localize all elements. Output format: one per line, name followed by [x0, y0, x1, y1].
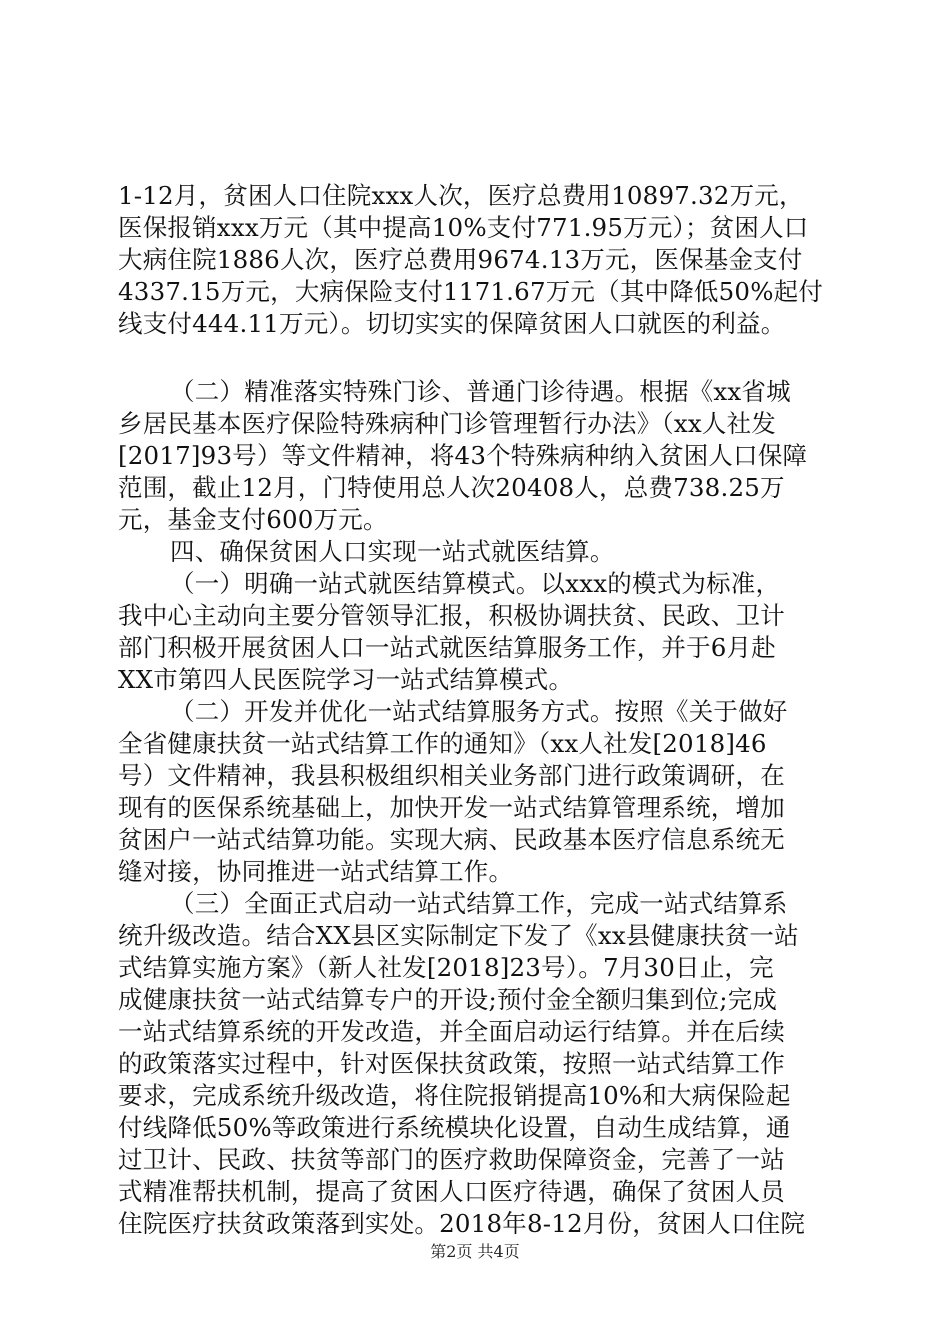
paragraph-spacer — [118, 340, 843, 376]
text-line: [2017]93号）等文件精神，将43个特殊病种纳入贫困人口保障 — [118, 441, 808, 470]
text-line: 1-12月，贫困人口住院xxx人次，医疗总费用10897.32万元， — [118, 181, 804, 210]
text-line: （二）精准落实特殊门诊、普通门诊待遇。根据《xx省城 — [170, 377, 791, 406]
page-number-footer: 第2页 共4页 — [430, 1242, 520, 1261]
text-line: 缝对接，协同推进一站式结算工作。 — [118, 857, 514, 886]
text-line: 统升级改造。结合XX县区实际制定下发了《xx县健康扶贫一站 — [118, 921, 799, 950]
text-line: （一）明确一站式就医结算模式。以xxx的模式为标准， — [170, 569, 781, 598]
text-line: 全省健康扶贫一站式结算工作的通知》（xx人社发[2018]46 — [118, 729, 767, 758]
document-body — [118, 180, 843, 1240]
text-line: 范围，截止12月，门特使用总人次20408人，总费738.25万 — [118, 473, 785, 502]
text-line: 现有的医保系统基础上，加快开发一站式结算管理系统，增加 — [118, 793, 785, 822]
text-line: 式精准帮扶机制，提高了贫困人口医疗待遇，确保了贫困人员 — [118, 1177, 785, 1206]
text-line: 住院医疗扶贫政策落到实处。2018年8-12月份，贫困人口住院 — [118, 1209, 806, 1238]
text-line: 号）文件精神，我县积极组织相关业务部门进行政策调研，在 — [118, 761, 785, 790]
text-line: 付线降低50%等政策进行系统模块化设置，自动生成结算，通 — [118, 1113, 791, 1142]
text-line: 一站式结算系统的开发改造，并全面启动运行结算。并在后续 — [118, 1017, 785, 1046]
text-line: XX市第四人民医院学习一站式结算模式。 — [118, 665, 574, 694]
text-line: 大病住院1886人次，医疗总费用9674.13万元，医保基金支付 — [118, 245, 803, 274]
text-line: （二）开发并优化一站式结算服务方式。按照《关于做好 — [170, 697, 788, 726]
text-line: 乡居民基本医疗保险特殊病种门诊管理暂行办法》（xx人社发 — [118, 409, 776, 438]
text-line: （三）全面正式启动一站式结算工作，完成一站式结算系 — [170, 889, 788, 918]
text-line: 贫困户一站式结算功能。实现大病、民政基本医疗信息系统无 — [118, 825, 785, 854]
text-line: 元，基金支付600万元。 — [118, 505, 388, 534]
text-line: 部门积极开展贫困人口一站式就医结算服务工作，并于6月赴 — [118, 633, 776, 662]
text-line: 医保报销xxx万元（其中提高10%支付771.95万元）；贫困人口 — [118, 213, 809, 242]
section-heading: 四、确保贫困人口实现一站式就医结算。 — [170, 537, 615, 566]
text-line: 成健康扶贫一站式结算专户的开设;预付金全额归集到位;完成 — [118, 985, 778, 1014]
text-line: 的政策落实过程中，针对医保扶贫政策，按照一站式结算工作 — [118, 1049, 785, 1078]
text-line: 线支付444.11万元）。切切实实的保障贫困人口就医的利益。 — [118, 309, 786, 338]
text-line: 式结算实施方案》（新人社发[2018]23号）。7月30日止，完 — [118, 953, 774, 982]
text-line: 4337.15万元，大病保险支付1171.67万元（其中降低50%起付 — [118, 277, 824, 306]
text-line: 我中心主动向主要分管领导汇报，积极协调扶贫、民政、卫计 — [118, 601, 785, 630]
text-line: 过卫计、民政、扶贫等部门的医疗救助保障资金，完善了一站 — [118, 1145, 785, 1174]
text-line: 要求，完成系统升级改造，将住院报销提高10%和大病保险起 — [118, 1081, 791, 1110]
